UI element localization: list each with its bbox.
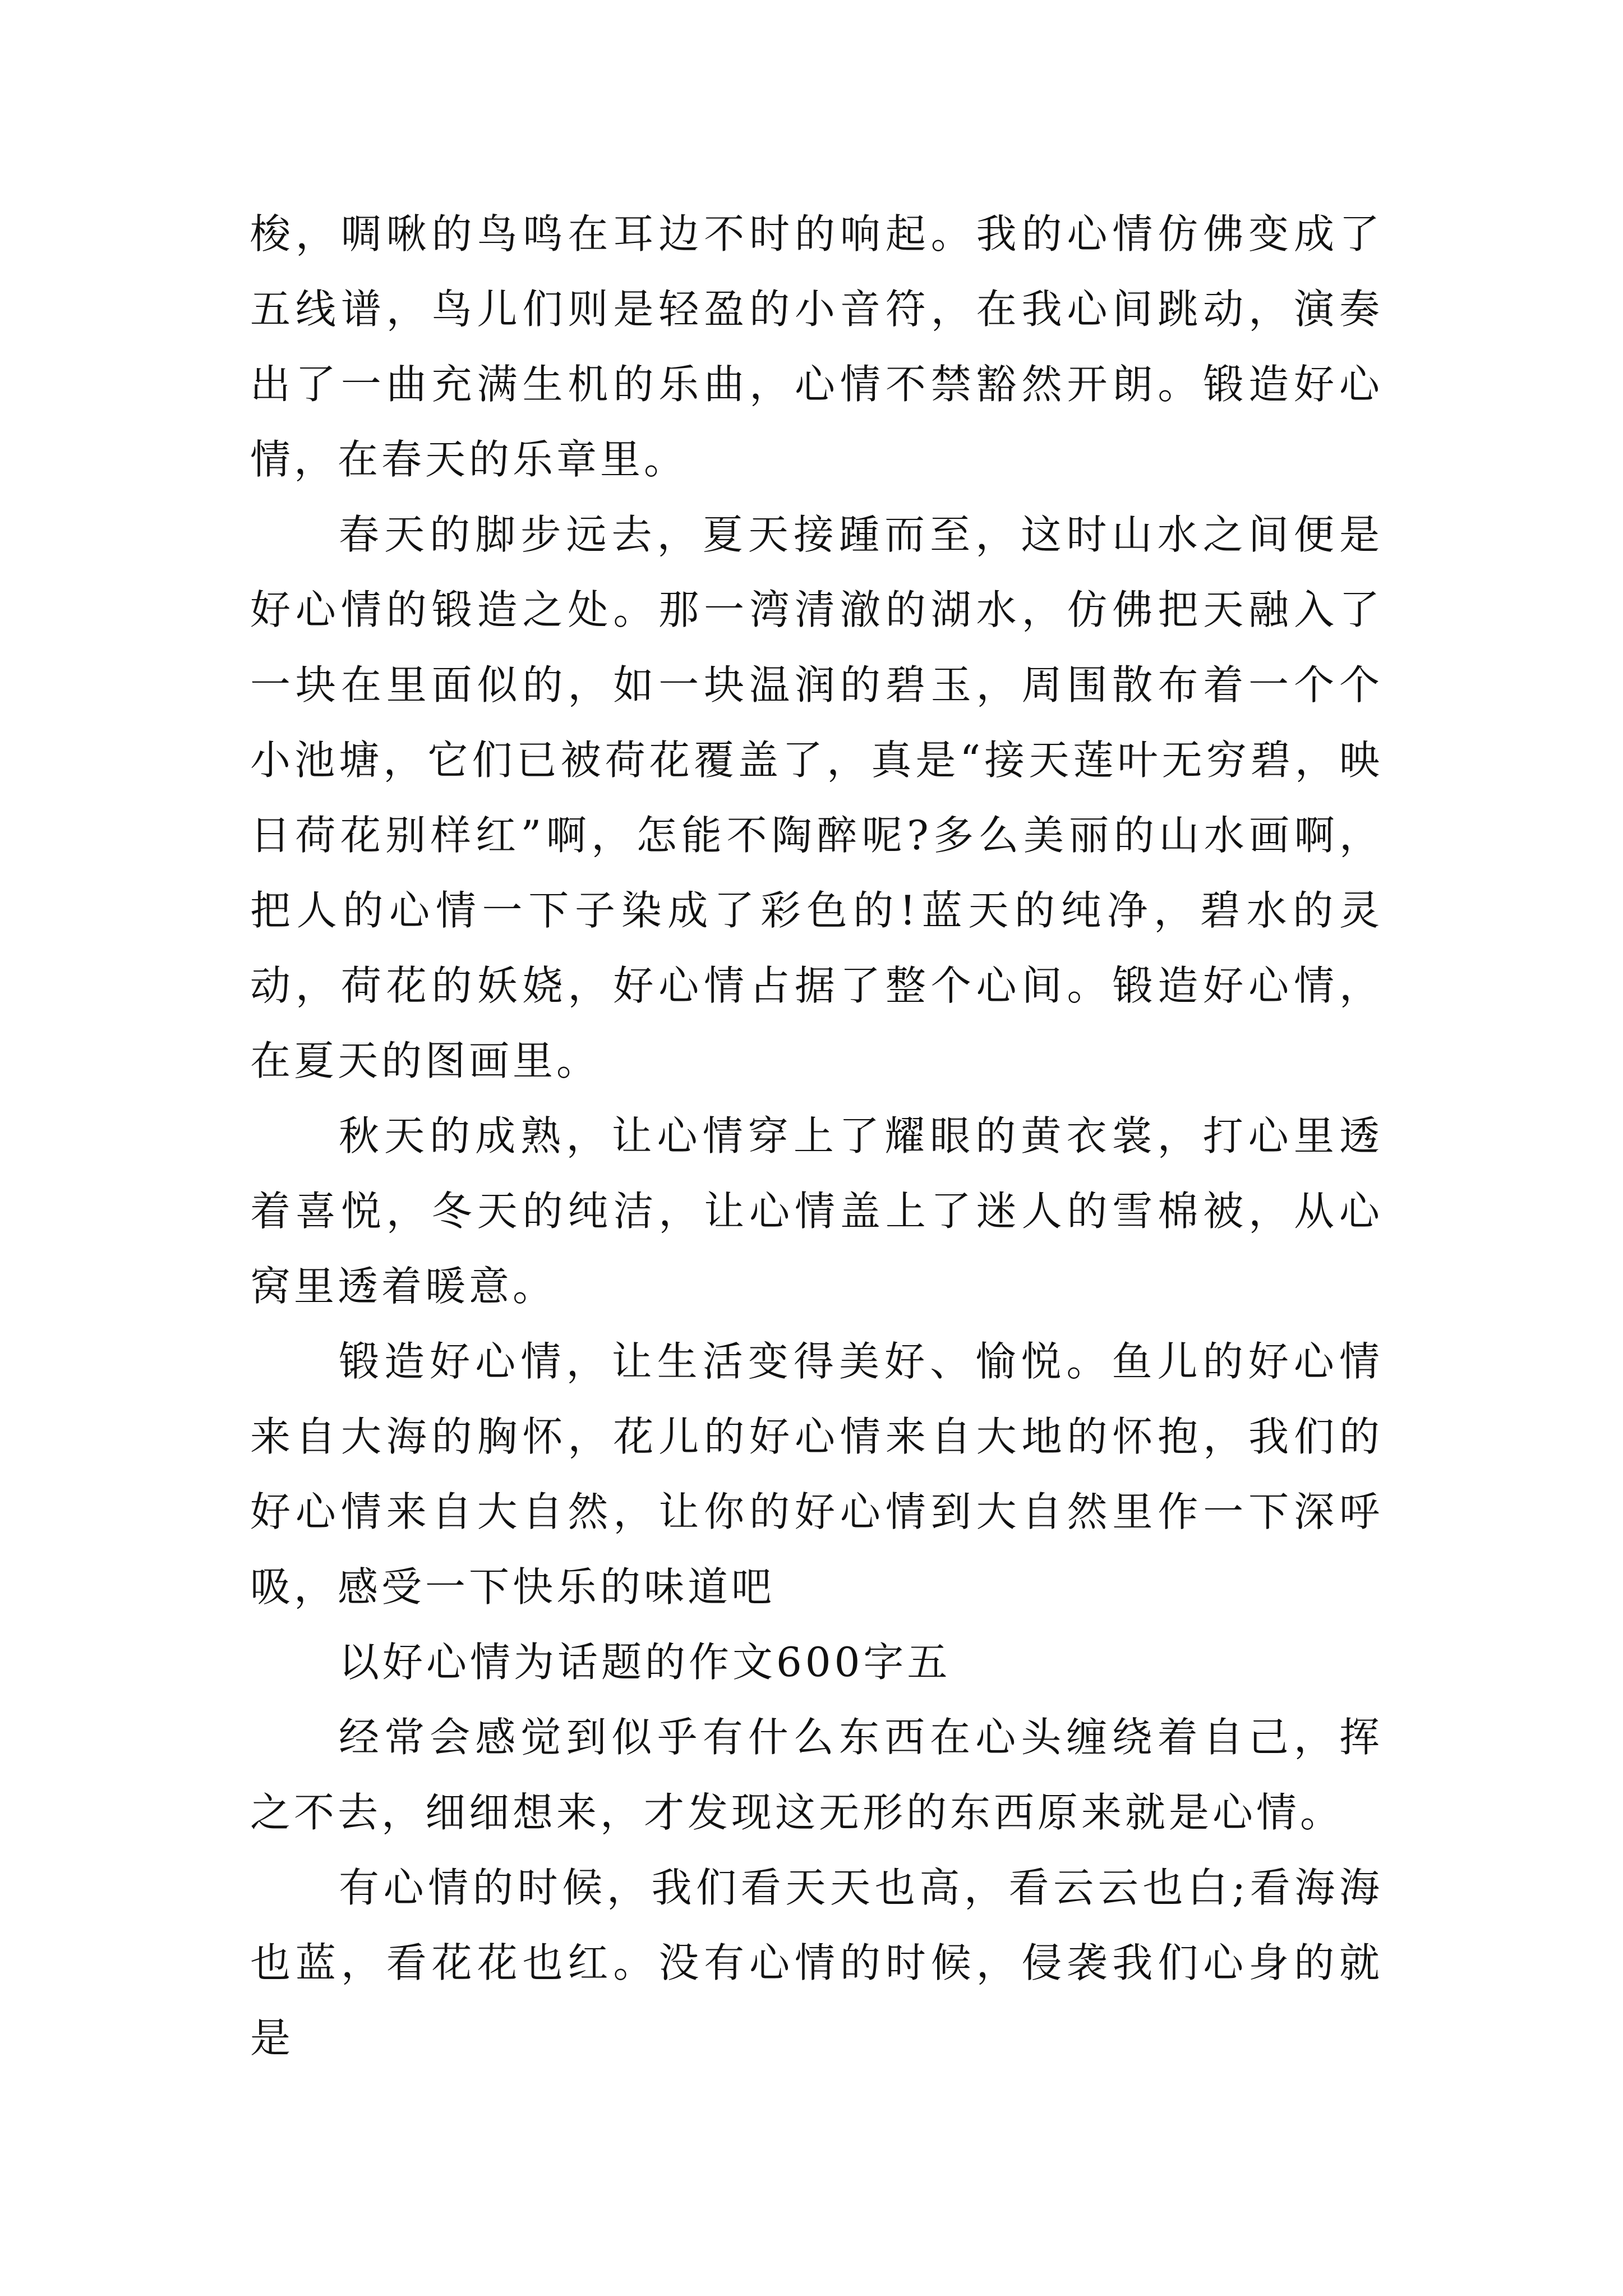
- paragraph-6: 有心情的时候，我们看天天也高，看云云也白;看海海也蓝，看花花也红。没有心情的时候，侵袭我们心身的就是: [250, 1864, 1383, 2062]
- paragraph-5: 经常会感觉到似乎有什么东西在心头缠绕着自己，挥之不去，细细想来，才发现这无形的东西原来就是心情。: [250, 1714, 1383, 1836]
- paragraph-2: 春天的脚步远去，夏天接踵而至，这时山水之间便是好心情的锻造之处。那一湾清澈的湖水，仿佛把天融入了一块在里面似的，如一块温润的碧玉，周围散布着一个个小池塘，它们已被荷花覆盖了，真是“接天莲叶无穷碧，映日荷花别样红”啊，怎能不陶醉呢?多么美丽的山水画啊，把人的心情一下子染成了彩色的!蓝天的纯净，碧水的灵动，荷花的妖娆，好心情占据了整个心间。锻造好心情，在夏天的图画里。: [250, 511, 1383, 1084]
- paragraph-1: 梭，啁啾的鸟鸣在耳边不时的响起。我的心情仿佛变成了五线谱，鸟儿们则是轻盈的小音符，在我心间跳动，演奏出了一曲充满生机的乐曲，心情不禁豁然开朗。锻造好心情，在春天的乐章里。: [250, 210, 1383, 483]
- section-heading: 以好心情为话题的作文600字五: [339, 1639, 951, 1686]
- paragraph-4: 锻造好心情，让生活变得美好、愉悦。鱼儿的好心情来自大海的胸怀，花儿的好心情来自大地的怀抱，我们的好心情来自大自然，让你的好心情到大自然里作一下深呼吸，感受一下快乐的味道吧: [250, 1338, 1383, 1611]
- paragraph-3: 秋天的成熟，让心情穿上了耀眼的黄衣裳，打心里透着喜悦，冬天的纯洁，让心情盖上了迷人的雪棉被，从心窝里透着暖意。: [250, 1112, 1383, 1310]
- document-body: [250, 196, 1383, 2076]
